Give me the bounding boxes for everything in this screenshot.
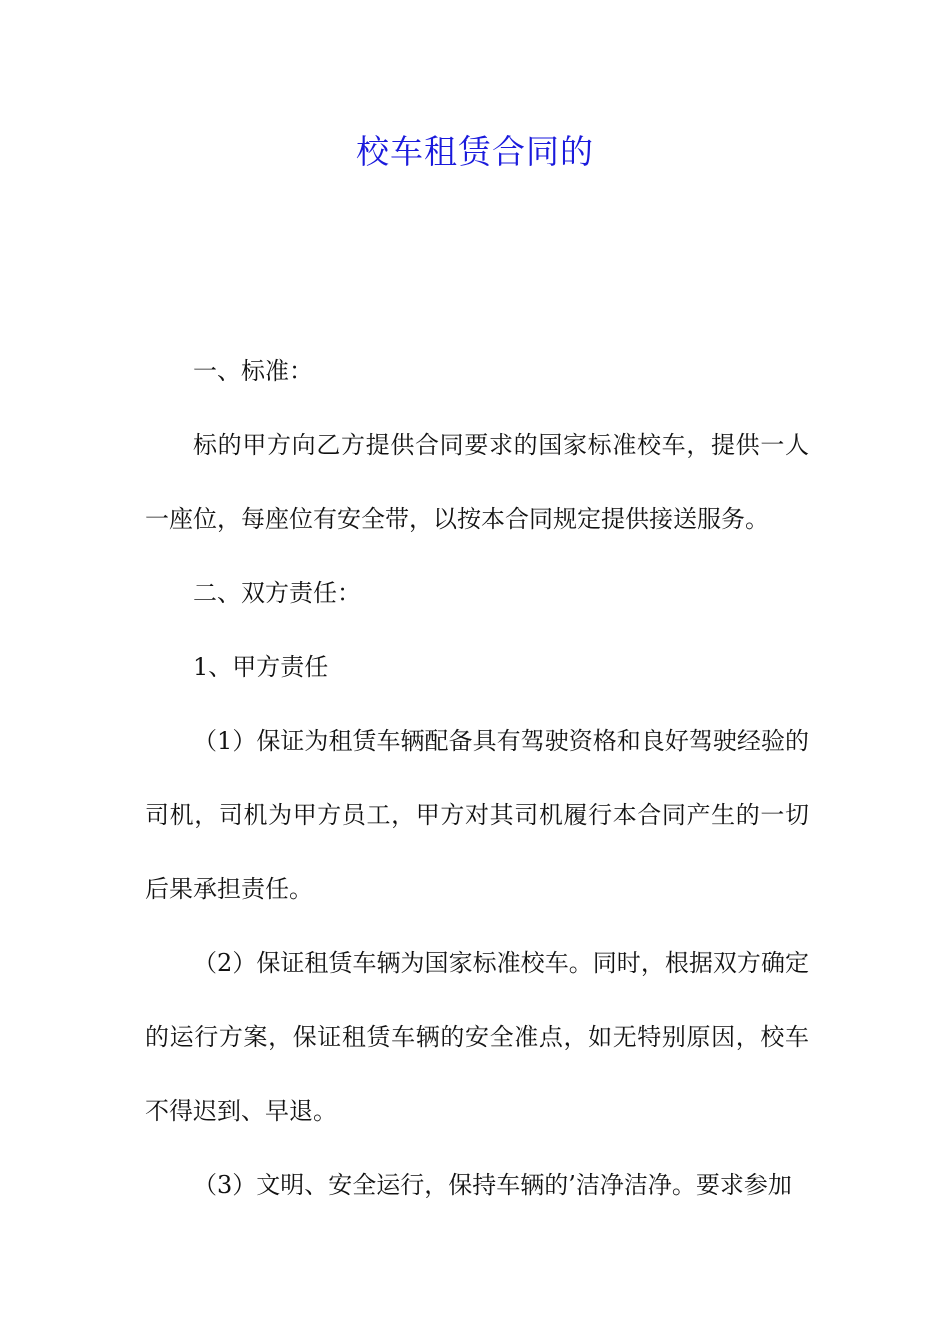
- subsection-heading-party-a: 1、甲方责任: [193, 653, 329, 681]
- document-title: 校车租赁合同的: [356, 132, 594, 171]
- document-body: [145, 334, 809, 1222]
- paragraph-standard-content: 标的甲方向乙方提供合同要求的国家标准校车，提供一人一座位，每座位有安全带，以按本合同规定提供接送服务。: [145, 431, 809, 533]
- section-heading-responsibilities: 二、双方责任：: [193, 579, 361, 607]
- clause-3: （3）文明、安全运行，保持车辆的’洁净洁净。要求参加: [193, 1171, 792, 1199]
- clause-1: （1）保证为租赁车辆配备具有驾驶资格和良好驾驶经验的司机，司机为甲方员工，甲方对其司机履行本合同产生的一切后果承担责任。: [145, 727, 809, 903]
- clause-2: （2）保证租赁车辆为国家标准校车。同时，根据双方确定的运行方案，保证租赁车辆的安全准点，如无特别原因，校车不得迟到、早退。: [145, 949, 809, 1125]
- section-heading-standard: 一、标准：: [193, 357, 313, 385]
